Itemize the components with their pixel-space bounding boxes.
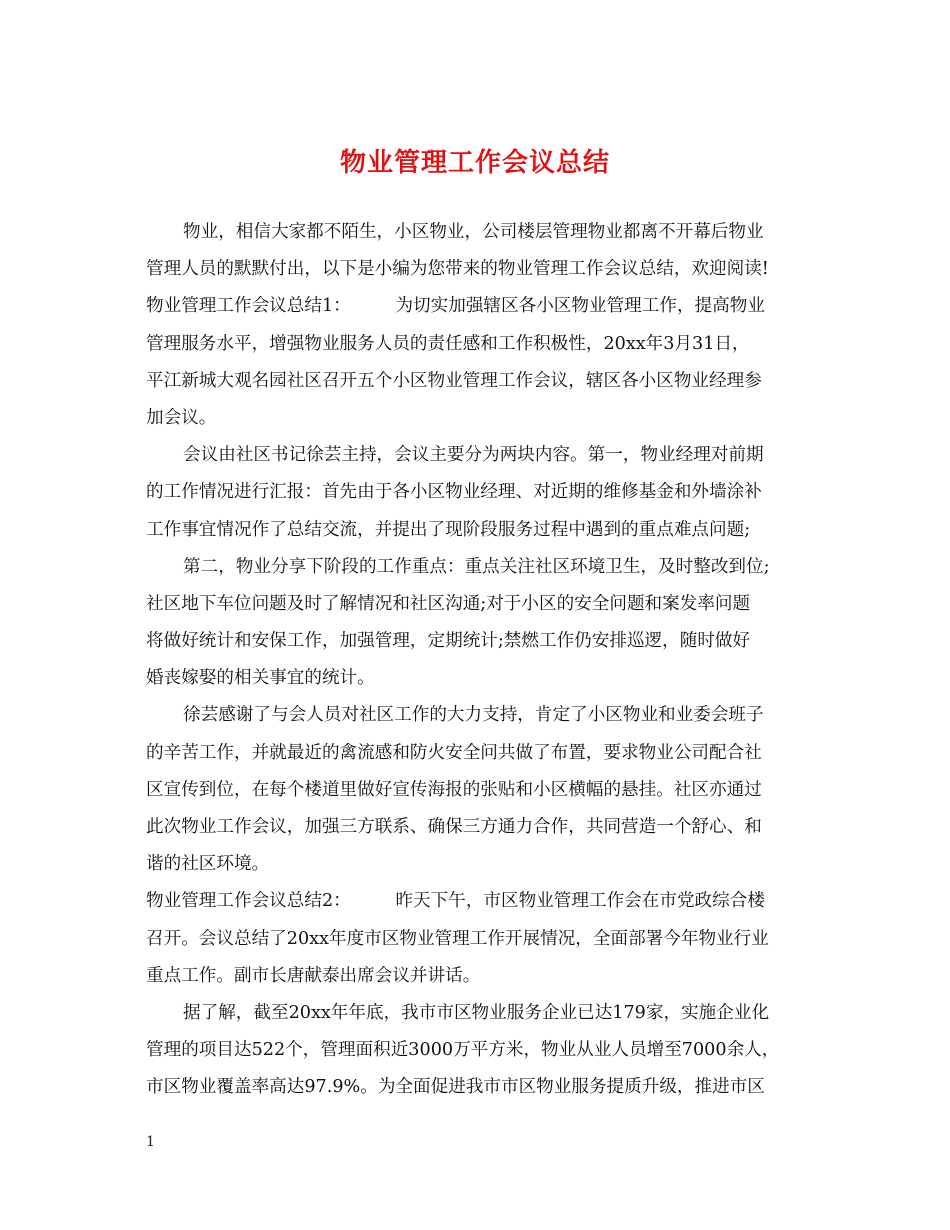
page-number: 1 (146, 1134, 155, 1150)
text-line: 物业管理工作会议总结1： 为切实加强辖区各小区物业管理工作，提高物业 (146, 296, 765, 317)
text-line: 管理人员的默默付出，以下是小编为您带来的物业管理工作会议总结，欢迎阅读! (146, 259, 769, 280)
document-body (146, 214, 814, 1107)
text-line: 的辛苦工作，并就最近的禽流感和防火安全问共做了布置，要求物业公司配合社 (146, 742, 762, 763)
text-line: 此次物业工作会议，加强三方联系、确保三方通力合作，共同营造一个舒心、和 (146, 817, 762, 837)
text-line: 召开。会议总结了20xx年度市区物业管理工作开展情况，全面部署今年物业行业 (146, 928, 769, 949)
text-line: 管理的项目达522个，管理面积近3000万平方米，物业从业人员增至7000余人， (146, 1040, 780, 1061)
text-line: 谐的社区环境。 (146, 854, 270, 875)
text-line: 徐芸感谢了与会人员对社区工作的大力支持，肯定了小区物业和业委会班子 (183, 705, 764, 726)
text-line: 重点工作。副市长唐献泰出席会议并讲话。 (146, 965, 481, 986)
document-title: 物业管理工作会议总结 (339, 148, 610, 178)
text-line: 区宣传到位，在每个楼道里做好宣传海报的张贴和小区横幅的悬挂。社区亦通过 (146, 779, 762, 800)
text-line: 将做好统计和安保工作，加强管理，定期统计;禁燃工作仍安排巡逻，随时做好 (146, 631, 751, 652)
text-line: 加会议。 (146, 407, 217, 428)
text-line: 会议由社区书记徐芸主持，会议主要分为两块内容。第一，物业经理对前期 (183, 445, 764, 466)
text-line: 管理服务水平，增强物业服务人员的责任感和工作积极性，20xx年3月31日， (146, 333, 750, 354)
text-line: 物业，相信大家都不陌生，小区物业，公司楼层管理物业都离不开幕后物业 (183, 222, 764, 242)
text-line: 据了解，截至20xx年年底，我市市区物业服务企业已达179家，实施企业化 (183, 1002, 770, 1023)
text-line: 第二，物业分享下阶段的工作重点：重点关注社区环境卫生，及时整改到位; (183, 556, 770, 577)
text-line: 婚丧嫁娶的相关事宜的统计。 (146, 668, 375, 689)
text-line: 市区物业覆盖率高达97.9%。为全面促进我市市区物业服务提质升级，推进市区 (146, 1077, 765, 1098)
text-line: 工作事宜情况作了总结交流，并提出了现阶段服务过程中遇到的重点难点问题; (146, 519, 751, 540)
text-line: 社区地下车位问题及时了解情况和社区沟通;对于小区的安全问题和案发率问题 (146, 593, 751, 614)
text-line: 的工作情况进行汇报：首先由于各小区物业经理、对近期的维修基金和外墙涂补 (146, 482, 762, 503)
text-line: 物业管理工作会议总结2： 昨天下午，市区物业管理工作会在市党政综合楼 (146, 891, 765, 912)
text-line: 平江新城大观名园社区召开五个小区物业管理工作会议，辖区各小区物业经理参 (146, 370, 762, 391)
